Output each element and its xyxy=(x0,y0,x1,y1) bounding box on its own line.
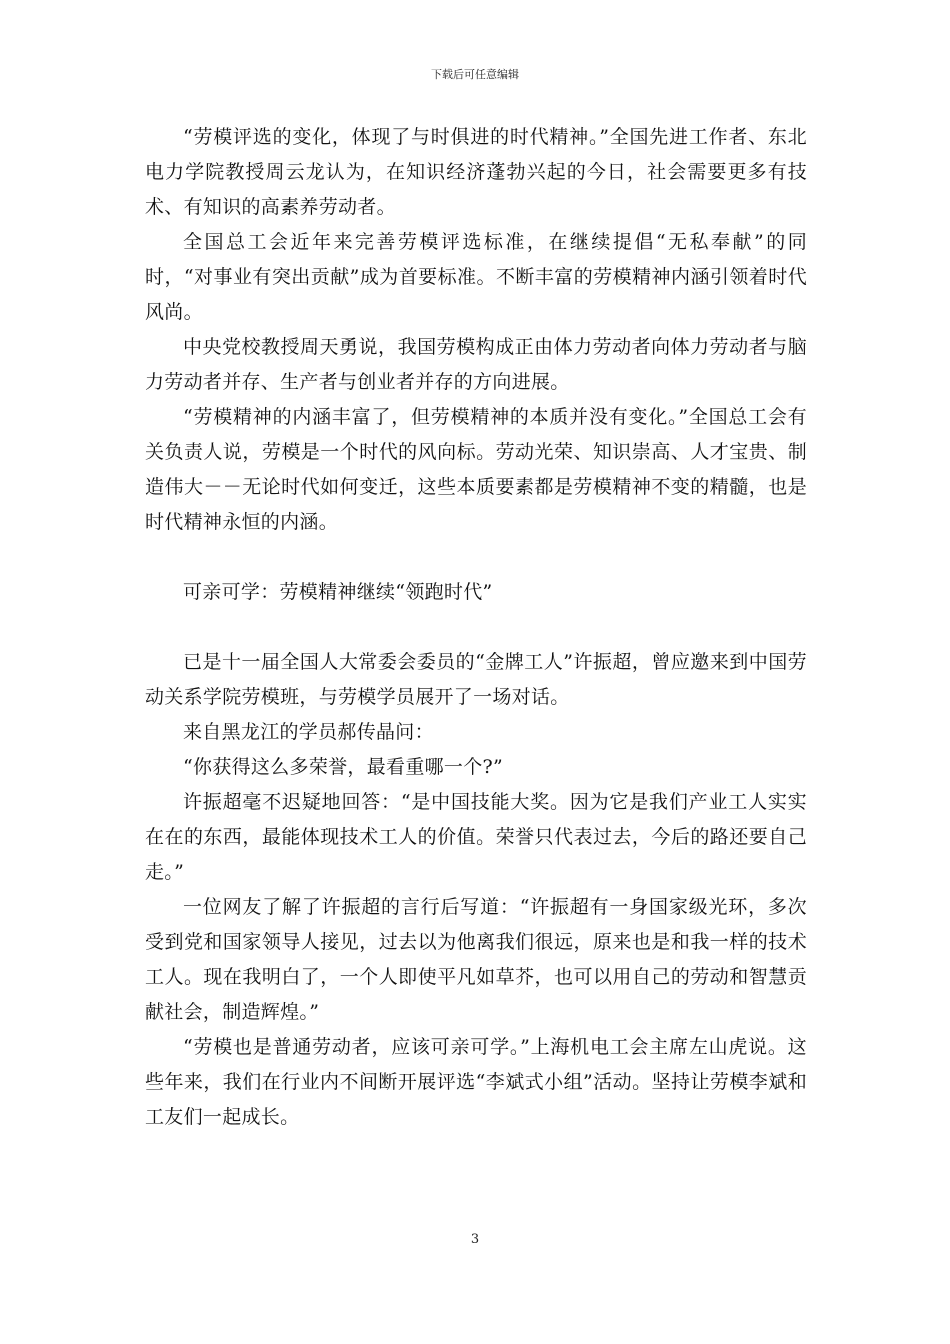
paragraph: 许振超毫不迟疑地回答：“是中国技能大奖。因为它是我们产业工人实实在在的东西，最能体现技术工人的价值。荣誉只代表过去，今后的路还要自己走。” xyxy=(145,791,807,883)
paragraph: 中央党校教授周天勇说，我国劳模构成正由体力劳动者向体力劳动者与脑力劳动者并存、生产者与创业者并存的方向进展。 xyxy=(145,336,807,393)
paragraph: 已是十一届全国人大常委会委员的“金牌工人”许振超，曾应邀来到中国劳动关系学院劳模班，与劳模学员展开了一场对话。 xyxy=(145,651,807,708)
paragraph: “劳模精神的内涵丰富了，但劳模精神的本质并没有变化。”全国总工会有关负责人说，劳模是一个时代的风向标。劳动光荣、知识崇高、人才宝贵、制造伟大－－无论时代如何变迁，这些本质要素都是劳模精神不变的精髓，也是时代精神永恒的内涵。 xyxy=(145,406,807,533)
paragraph: “你获得这么多荣誉，最看重哪一个?” xyxy=(183,756,504,778)
paragraph: 全国总工会近年来完善劳模评选标准，在继续提倡“无私奉献”的同时，“对事业有突出贡献”成为首要标准。不断丰富的劳模精神内涵引领着时代风尚。 xyxy=(145,231,807,323)
paragraph: “劳模也是普通劳动者，应该可亲可学。”上海机电工会主席左山虎说。这些年来，我们在行业内不间断开展评选“李斌式小组”活动。坚持让劳模李斌和工友们一起成长。 xyxy=(145,1036,807,1128)
blank-line xyxy=(145,540,807,575)
section-heading: 可亲可学：劳模精神继续“领跑时代” xyxy=(183,581,493,603)
document-body xyxy=(145,120,807,1135)
paragraph: “劳模评选的变化，体现了与时俱进的时代精神。”全国先进工作者、东北电力学院教授周云龙认为，在知识经济蓬勃兴起的今日，社会需要更多有技术、有知识的高素养劳动者。 xyxy=(145,126,807,218)
page-number: 3 xyxy=(470,1232,480,1247)
paragraph: 一位网友了解了许振超的言行后写道：“许振超有一身国家级光环，多次受到党和国家领导人接见，过去以为他离我们很远，原来也是和我一样的技术工人。现在我明白了，一个人即使平凡如草芥，也可以用自己的劳动和智慧贡献社会，制造辉煌。” xyxy=(145,896,807,1023)
paragraph: 来自黑龙江的学员郝传晶问： xyxy=(183,721,434,743)
blank-line xyxy=(145,610,807,645)
page-header: 下载后可任意编辑 xyxy=(431,68,519,81)
